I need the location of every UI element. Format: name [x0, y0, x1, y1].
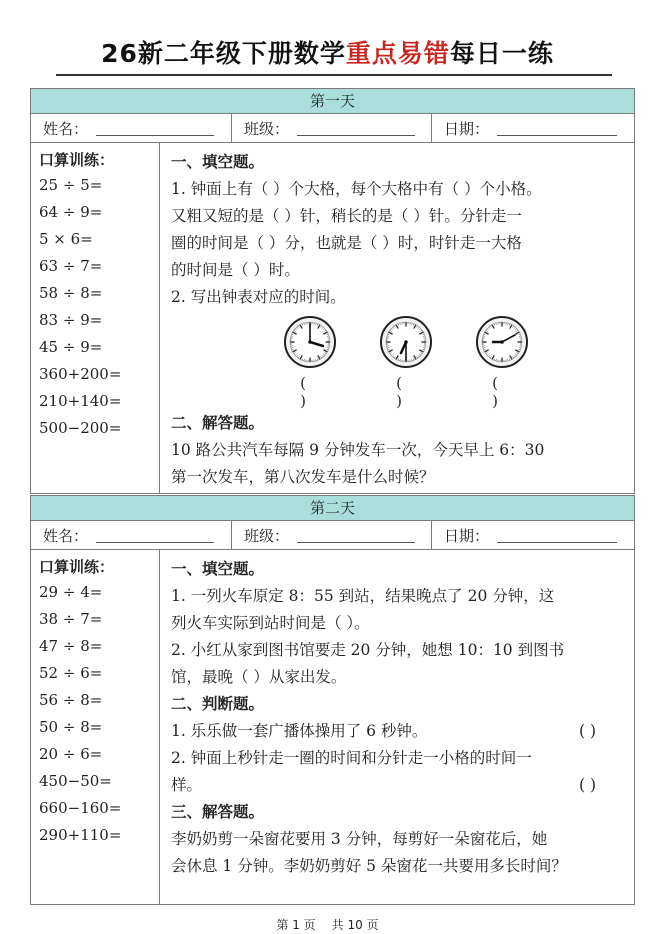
day1-questions	[160, 143, 634, 493]
date-blank[interactable]	[497, 528, 617, 543]
judge-item-2	[171, 772, 626, 799]
clock-row	[283, 315, 626, 410]
calc-item: 63 ÷ 7=	[39, 257, 103, 275]
question-text: 1. 钟面上有（ ）个大格，每个大格中有（ ）个小格。	[171, 180, 542, 198]
section-word-problem: 三、解答题。	[171, 803, 265, 821]
day1-header: 第一天	[31, 89, 634, 114]
page-number: 第 1 页	[276, 918, 316, 932]
calc-item: 52 ÷ 6=	[39, 664, 103, 682]
class-field[interactable]	[231, 114, 431, 142]
day1-calc-column	[31, 143, 160, 493]
page-footer	[0, 916, 655, 933]
clock-2	[379, 315, 433, 410]
judge-text: 1. 乐乐做一套广播体操用了 6 秒钟。	[171, 722, 428, 740]
calc-item: 50 ÷ 8=	[39, 718, 103, 736]
problem-text: 李奶奶剪一朵窗花要用 3 分钟，每剪好一朵窗花后，她	[171, 830, 548, 848]
question-text: 2. 写出钟表对应的时间。	[171, 288, 346, 306]
clock-answer-blank[interactable]: ( )	[492, 374, 518, 410]
question-text: 又粗又短的是（ ）针，稍长的是（ ）针。分针走一	[171, 207, 522, 225]
day2-header: 第二天	[31, 496, 634, 521]
clock-3	[475, 315, 529, 410]
title-underline	[56, 74, 612, 76]
title-prefix: 26新二年级下册数学	[101, 39, 346, 68]
section-fill-blank: 一、填空题。	[171, 560, 265, 578]
day1-section	[30, 88, 635, 494]
name-field[interactable]	[31, 521, 231, 549]
day1-content	[31, 143, 634, 493]
judge-text: 2. 钟面上秒针走一圈的时间和分针走一小格的时间一	[171, 749, 532, 767]
clock-answer-blank[interactable]: ( )	[300, 374, 326, 410]
class-field[interactable]	[231, 521, 431, 549]
class-label: 班级：	[244, 526, 290, 545]
calc-item: 20 ÷ 6=	[39, 745, 103, 763]
calc-item: 500−200=	[39, 419, 122, 437]
date-blank[interactable]	[497, 121, 617, 136]
question-text: 2. 小红从家到图书馆要走 20 分钟，她想 10：10 到图书	[171, 641, 565, 659]
day1-info-row	[31, 114, 634, 143]
day2-calc-column	[31, 550, 160, 904]
calc-item: 660−160=	[39, 799, 122, 817]
question-text: 的时间是（ ）时。	[171, 261, 300, 279]
question-text: 列火车实际到站时间是（ ）。	[171, 614, 370, 632]
clock-1	[283, 315, 337, 410]
judge-text: 样。	[171, 776, 203, 794]
problem-text: 会休息 1 分钟。李奶奶剪好 5 朵窗花一共要用多长时间？	[171, 857, 567, 875]
name-blank[interactable]	[96, 528, 214, 543]
section-word-problem: 二、解答题。	[171, 414, 265, 432]
calc-heading: 口算训练：	[39, 151, 115, 169]
calc-item: 45 ÷ 9=	[39, 338, 103, 356]
title-suffix: 每日一练	[449, 39, 554, 68]
day2-questions	[160, 550, 634, 904]
name-blank[interactable]	[96, 121, 214, 136]
question-text: 1. 一列火车原定 8：55 到站，结果晚点了 20 分钟，这	[171, 587, 555, 605]
calc-item: 450−50=	[39, 772, 112, 790]
class-blank[interactable]	[297, 528, 415, 543]
calc-item: 83 ÷ 9=	[39, 311, 103, 329]
date-label: 日期：	[444, 526, 490, 545]
class-label: 班级：	[244, 119, 290, 138]
day2-info-row	[31, 521, 634, 550]
clock-answer-blank[interactable]: ( )	[396, 374, 422, 410]
class-blank[interactable]	[297, 121, 415, 136]
problem-text: 10 路公共汽车每隔 9 分钟发车一次，今天早上 6：30	[171, 441, 545, 459]
day2-content	[31, 550, 634, 904]
judge-item-1	[171, 718, 626, 745]
name-label: 姓名：	[43, 526, 89, 545]
calc-item: 64 ÷ 9=	[39, 203, 103, 221]
title-highlight: 重点易错	[345, 39, 450, 68]
clock-face-icon	[475, 315, 529, 369]
judge-answer-blank[interactable]: ( )	[578, 776, 596, 794]
calc-item: 290+110=	[39, 826, 122, 844]
calc-item: 47 ÷ 8=	[39, 637, 103, 655]
calc-item: 210+140=	[39, 392, 122, 410]
date-field[interactable]	[431, 114, 634, 142]
date-label: 日期：	[444, 119, 490, 138]
calc-item: 58 ÷ 8=	[39, 284, 103, 302]
worksheet-title	[0, 34, 655, 70]
judge-answer-blank[interactable]: ( )	[578, 722, 596, 740]
calc-heading: 口算训练：	[39, 558, 115, 576]
day2-section	[30, 495, 635, 905]
clock-face-icon	[379, 315, 433, 369]
date-field[interactable]	[431, 521, 634, 549]
name-label: 姓名：	[43, 119, 89, 138]
calc-item: 56 ÷ 8=	[39, 691, 103, 709]
calc-item: 29 ÷ 4=	[39, 583, 103, 601]
section-true-false: 二、判断题。	[171, 695, 265, 713]
clock-face-icon	[283, 315, 337, 369]
question-text: 圈的时间是（ ）分，也就是（ ）时，时针走一大格	[171, 234, 522, 252]
name-field[interactable]	[31, 114, 231, 142]
question-text: 馆，最晚（ ）从家出发。	[171, 668, 347, 686]
problem-text: 第一次发车，第八次发车是什么时候？	[171, 468, 435, 486]
calc-item: 38 ÷ 7=	[39, 610, 103, 628]
section-fill-blank: 一、填空题。	[171, 153, 265, 171]
calc-item: 5 × 6=	[39, 230, 93, 248]
page-total: 共 10 页	[331, 918, 379, 932]
calc-item: 360+200=	[39, 365, 122, 383]
calc-item: 25 ÷ 5=	[39, 176, 103, 194]
